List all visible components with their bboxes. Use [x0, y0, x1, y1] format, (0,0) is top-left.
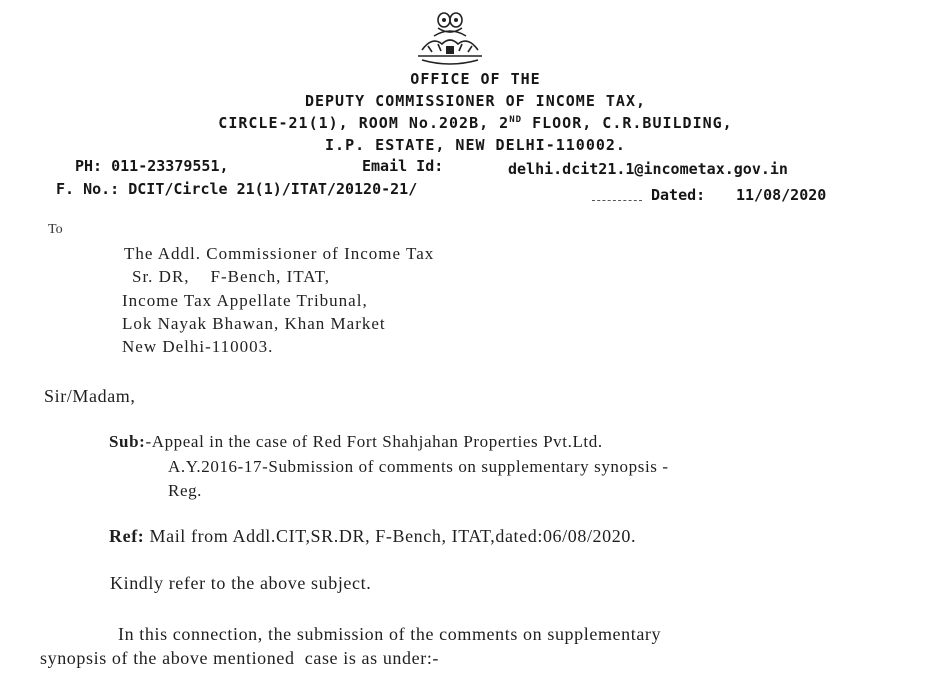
circle-prefix: CIRCLE-21(1), ROOM No.202B, 2 — [218, 114, 510, 132]
recipient-line-2: Sr. DR, F-Bench, ITAT, — [132, 267, 331, 286]
reference-label: Ref: — [109, 526, 145, 546]
salutation: Sir/Madam, — [44, 386, 136, 406]
floor-superscript: ND — [509, 115, 523, 125]
body-paragraph-1: Kindly refer to the above subject. — [110, 573, 372, 593]
dotted-separator — [592, 200, 642, 201]
circle-address-line — [0, 114, 951, 132]
subject-label: Sub: — [109, 432, 146, 451]
recipient-line-1: The Addl. Commissioner of Income Tax — [124, 244, 435, 263]
recipient-line-5: New Delhi-110003. — [122, 337, 274, 356]
office-of-heading: OFFICE OF THE — [410, 70, 541, 88]
subject-line-3: Reg. — [168, 481, 203, 500]
to-label: To — [48, 222, 63, 237]
body-paragraph-2-line-2: synopsis of the above mentioned case is as under:- — [40, 648, 440, 668]
recipient-line-3: Income Tax Appellate Tribunal, — [122, 291, 368, 310]
national-emblem-icon — [408, 6, 492, 70]
phone-number: PH: 011-23379551, — [75, 157, 229, 175]
circle-suffix: FLOOR, C.R.BUILDING, — [522, 114, 733, 132]
reference-text: Mail from Addl.CIT,SR.DR, F-Bench, ITAT,dated:06/08/2020. — [149, 526, 637, 546]
recipient-line-4: Lok Nayak Bhawan, Khan Market — [122, 314, 386, 333]
subject-line-1 — [109, 432, 603, 452]
dated-value: 11/08/2020 — [736, 186, 827, 204]
body-paragraph-2-line-1: In this connection, the submission of the comments on supplementary — [118, 624, 662, 644]
dated-label: Dated: — [651, 186, 706, 204]
subject-line-2: A.Y.2016-17-Submission of comments on supplementary synopsis - — [168, 457, 669, 476]
subject-text-1: -Appeal in the case of Red Fort Shahjahan Properties Pvt.Ltd. — [145, 432, 603, 451]
file-number: F. No.: DCIT/Circle 21(1)/ITAT/20120-21/ — [56, 180, 418, 198]
email-label: Email Id: — [362, 157, 444, 175]
reference-line — [109, 526, 636, 547]
designation-heading: DEPUTY COMMISSIONER OF INCOME TAX, — [304, 92, 647, 110]
email-address: delhi.dcit21.1@incometax.gov.in — [508, 160, 788, 178]
estate-address-line: I.P. ESTATE, NEW DELHI-110002. — [325, 136, 626, 154]
